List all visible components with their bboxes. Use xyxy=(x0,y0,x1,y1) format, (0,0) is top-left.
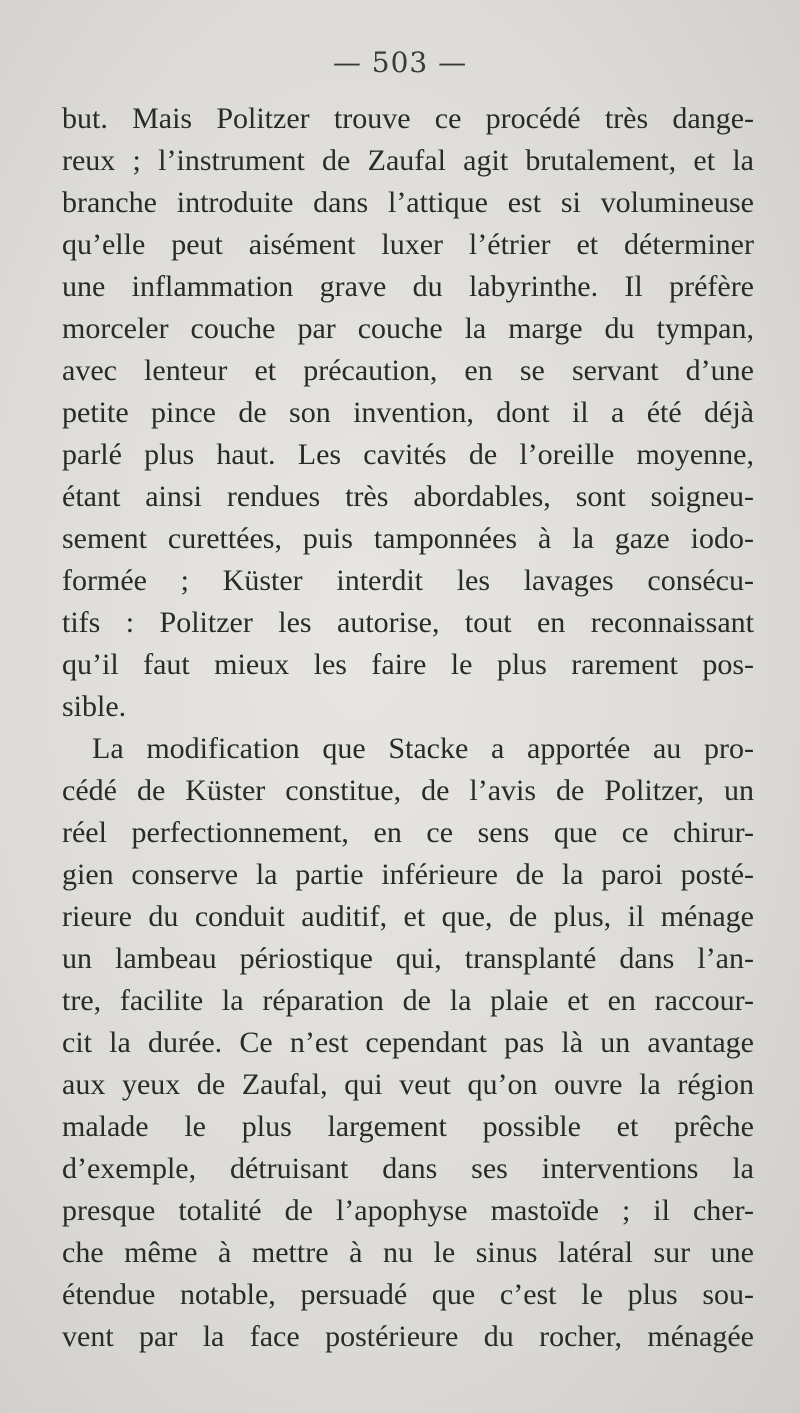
text-line: étant ainsi rendues très abordables, sont soigneu- xyxy=(62,480,754,513)
text-line: un lambeau périostique qui, transplanté dans l’an- xyxy=(62,942,754,975)
text-line: petite pince de son invention, dont il a été déjà xyxy=(62,396,754,429)
text-line: malade le plus largement possible et prêche xyxy=(62,1110,754,1143)
text-line: qu’il faut mieux les faire le plus rarement pos- xyxy=(62,648,754,681)
text-line: parlé plus haut. Les cavités de l’oreille moyenne, xyxy=(62,438,754,471)
text-line: gien conserve la partie inférieure de la paroi posté- xyxy=(62,858,754,891)
text-line: che même à mettre à nu le sinus latéral sur une xyxy=(62,1236,754,1269)
text-line: formée ; Küster interdit les lavages consécu- xyxy=(62,564,754,597)
text-line: réel perfectionnement, en ce sens que ce chirur- xyxy=(62,816,754,849)
text-line: d’exemple, détruisant dans ses interventions la xyxy=(62,1152,754,1185)
text-line: avec lenteur et précaution, en se servant d’une xyxy=(62,354,754,387)
text-line: La modification que Stacke a apportée au pro- xyxy=(92,732,754,765)
text-line: sible. xyxy=(62,690,127,723)
text-line: morceler couche par couche la marge du tympan, xyxy=(62,312,754,345)
text-line: aux yeux de Zaufal, qui veut qu’on ouvre la région xyxy=(62,1068,754,1101)
text-line: une inflammation grave du labyrinthe. Il préfère xyxy=(62,270,754,303)
text-line: cédé de Küster constitue, de l’avis de Politzer, un xyxy=(62,774,754,807)
text-line: but. Mais Politzer trouve ce procédé très dange- xyxy=(62,102,754,135)
text-line: tre, facilite la réparation de la plaie et en raccour- xyxy=(62,984,754,1017)
text-line: presque totalité de l’apophyse mastoïde ; il cher- xyxy=(62,1194,754,1227)
text-line: sement curettées, puis tamponnées à la gaze iodo- xyxy=(62,522,754,555)
text-line: cit la durée. Ce n’est cependant pas là un avantage xyxy=(62,1026,754,1059)
page-number: — 503 — xyxy=(332,46,468,79)
text-line: reux ; l’instrument de Zaufal agit brutalement, et la xyxy=(62,144,754,177)
text-line: étendue notable, persuadé que c’est le plus sou- xyxy=(62,1278,754,1311)
text-line: vent par la face postérieure du rocher, ménagée xyxy=(62,1320,754,1353)
text-line: tifs : Politzer les autorise, tout en reconnaissant xyxy=(62,606,754,639)
text-line: rieure du conduit auditif, et que, de plus, il ménage xyxy=(62,900,754,933)
text-line: branche introduite dans l’attique est si volumineuse xyxy=(62,186,754,219)
text-line: qu’elle peut aisément luxer l’étrier et déterminer xyxy=(62,228,754,261)
